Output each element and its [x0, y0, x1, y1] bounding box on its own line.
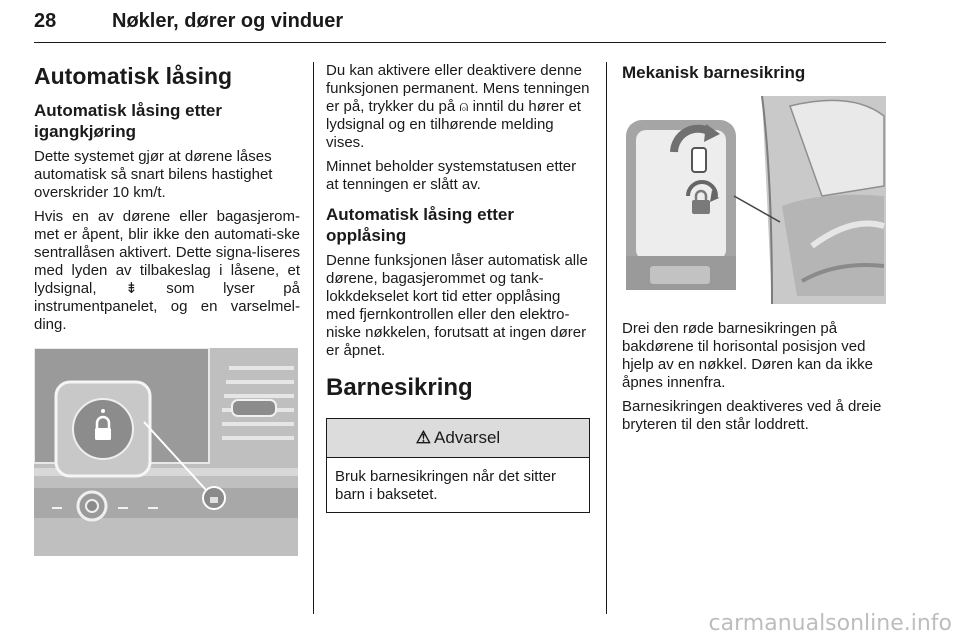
subheading-locking-after-unlock: Automatisk låsing etter opplåsing: [326, 205, 514, 245]
subheading-mechanical-child-lock: Mekanisk barnesikring: [622, 63, 806, 82]
column-divider: [606, 62, 607, 614]
warning-box: [326, 418, 590, 513]
section-heading-automatic-locking: Automatisk låsing: [34, 63, 233, 89]
column-divider: [313, 62, 314, 614]
paragraph: Barnesikringen deaktiveres ved å dreie bryteren til den står loddrett.: [622, 398, 882, 433]
section-heading-child-lock: Barnesikring: [326, 374, 473, 401]
page-number: 28: [34, 10, 57, 32]
column-3: [622, 62, 888, 433]
warning-header: [327, 419, 589, 458]
paragraph: Drei den røde barnesikringen på bakdørene til horisontal posisjon ved hjelp av en nøkkel. Døren kan da ikke åpnes innenfra.: [622, 320, 873, 391]
paragraph: Dette systemet gjør at dørene låses automatisk så snart bilens hastighet overskrider 10 km/t.: [34, 148, 273, 201]
rear-door-child-lock-illustration: [622, 96, 886, 304]
column-2: [326, 62, 592, 513]
warning-text: Bruk barnesikringen når det sitter barn i baksetet.: [335, 468, 556, 503]
paragraph: Minnet beholder systemstatusen etter at tenningen er slått av.: [326, 158, 577, 193]
warning-icon: ⚠: [415, 428, 432, 447]
paragraph: Denne funksjonen låser automatisk alle dørene, bagasjerommet og tank-lokkdekselet kort tid etter opplåsing med fjernkontrollen eller den elektro-niske nøkkelen, forutsatt at ingen dører er åpnet.: [326, 252, 588, 359]
page-title: Nøkler, dører og vinduer: [112, 10, 344, 32]
paragraph: Hvis en av dørene eller bagasjerom-met er åpent, blir ikke den automati-ske sentrallåsen aktivert. Dette signa-liseres med lyden av tilbakeslag i låsene, et lydsignal, ⇟ som lyser på instrumentpanelet, og en varselmel-ding.: [34, 208, 300, 333]
watermark: carmanualsonline.info: [708, 611, 952, 636]
page-header: [34, 6, 886, 43]
central-lock-button-illustration: [34, 348, 298, 556]
paragraph: Du kan aktivere eller deaktivere denne funksjonen permanent. Mens tenningen er på, trykker du på ⍝ inntil du hører et lydsignal og en tilhørende melding vises.: [326, 62, 590, 151]
warning-title: Advarsel: [434, 428, 501, 447]
subheading-locking-after-start: Automatisk låsing etter igangkjøring: [34, 101, 222, 141]
column-1: [34, 62, 300, 340]
